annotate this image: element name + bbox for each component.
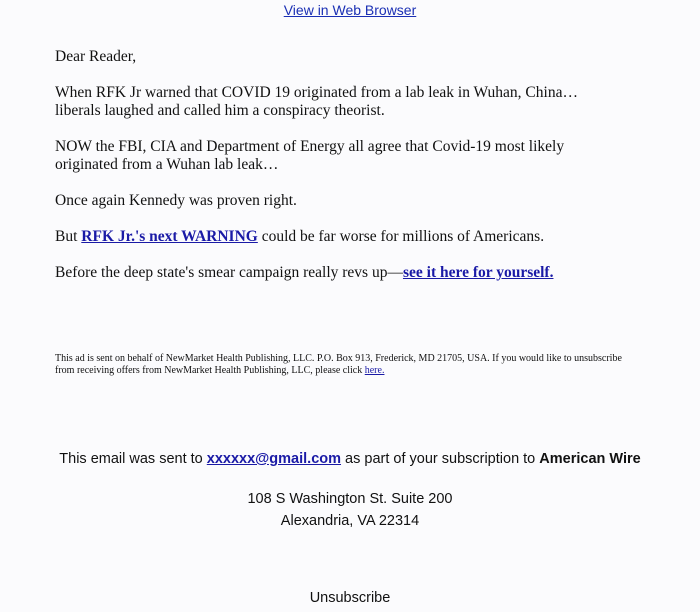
footer-subscription-notice	[0, 451, 700, 467]
header	[0, 2, 700, 18]
letter-body	[55, 48, 615, 300]
unsubscribe-link[interactable]: Unsubscribe	[309, 590, 391, 606]
next-warning-link[interactable]: RFK Jr.'s next WARNING	[81, 228, 258, 245]
see-it-link[interactable]: see it here for yourself.	[402, 264, 554, 281]
paragraph-next-warning	[55, 228, 615, 246]
paragraph-text: could be far worse for millions of Americans.	[257, 228, 545, 245]
view-in-browser-link[interactable]: View in Web Browser	[283, 2, 417, 18]
paragraph-lab-leak-warning	[55, 84, 615, 120]
paragraph-proven-right: Once again Kennedy was proven right.	[55, 192, 297, 209]
paragraph-line: originated from a Wuhan lab leak…	[55, 156, 279, 173]
disclaimer	[55, 353, 625, 377]
disclaimer-unsubscribe-link[interactable]: here.	[364, 365, 385, 376]
disclaimer-text: This ad is sent on behalf of NewMarket Health Publishing, LLC. P.O. Box 913, Frederick, MD 21705, USA. If you would like to unsubscribe from receiving offers from NewMarket Health Publishing, LLC, please click	[55, 353, 622, 376]
brand-name: American Wire	[539, 451, 641, 467]
footer-text: as part of your subscription to	[341, 451, 540, 467]
paragraph-agencies-agree	[55, 138, 615, 174]
paragraph-text: Before the deep state's smear campaign really revs up—	[55, 264, 403, 281]
paragraph-see-it	[55, 264, 615, 282]
paragraph-line: NOW the FBI, CIA and Department of Energy all agree that Covid-19 most likely	[55, 138, 565, 155]
paragraph-text: But	[55, 228, 82, 245]
address-line-1: 108 S Washington St. Suite 200	[247, 491, 453, 507]
greeting: Dear Reader,	[55, 48, 137, 65]
address-line-2: Alexandria, VA 22314	[280, 513, 420, 529]
paragraph-line: When RFK Jr warned that COVID 19 originated from a lab leak in Wuhan, China…	[55, 84, 578, 101]
footer-text: This email was sent to	[59, 451, 207, 467]
paragraph-line: liberals laughed and called him a conspiracy theorist.	[55, 102, 385, 119]
recipient-email-link[interactable]: xxxxxx@gmail.com	[206, 451, 342, 467]
